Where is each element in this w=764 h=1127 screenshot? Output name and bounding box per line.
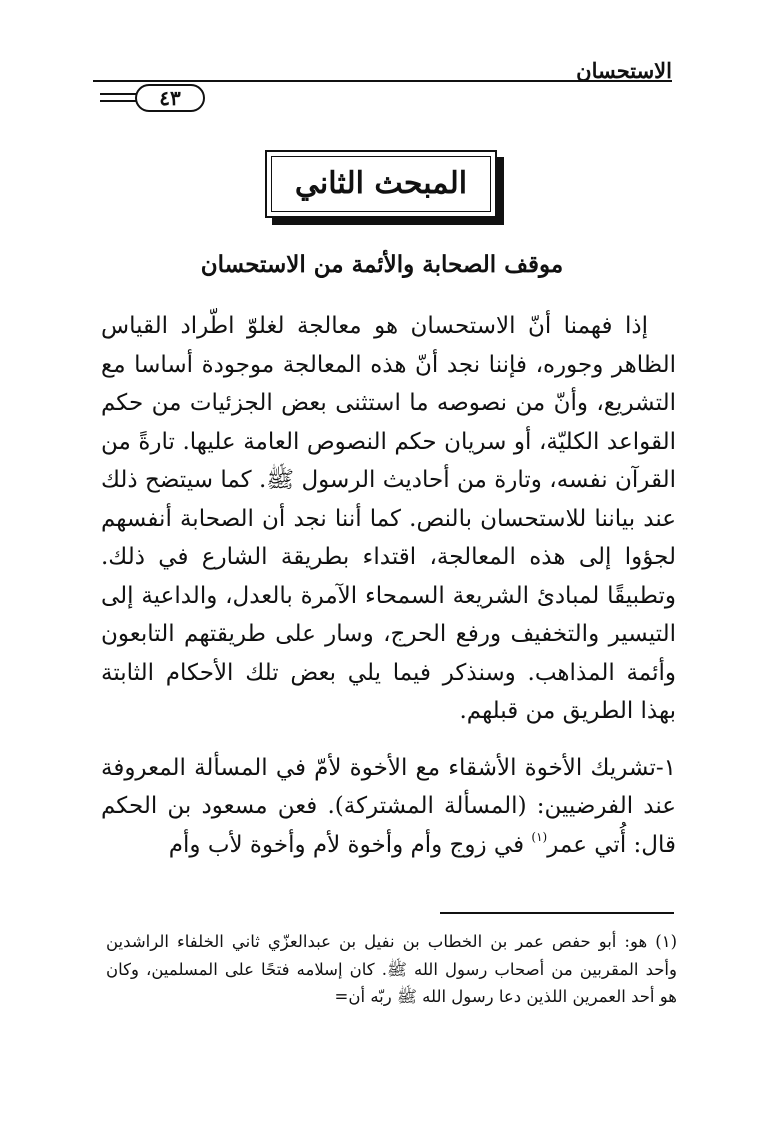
- paragraph: [101, 749, 676, 865]
- section-subtitle: موقف الصحابة والأئمة من الاستحسان: [200, 251, 564, 278]
- body-text: [101, 307, 676, 864]
- footnote-marker: (١): [531, 829, 548, 844]
- section-title: المبحث الثاني: [271, 156, 491, 212]
- paragraph-text: ١-تشريك الأخوة الأشقاء مع الأخوة لأمّ في المسألة المعروفة عند الفرضيين: (المسألة المشتركة). فعن مسعود بن الحكم قال: أُتي عمر: [101, 754, 676, 858]
- header-rule: [93, 80, 672, 82]
- page-number: ٤٣: [135, 84, 205, 112]
- paragraph-text: في زوج وأم وأخوة لأم وأخوة لأب وأم: [168, 831, 532, 858]
- footnote: (١) هو: أبو حفص عمر بن الخطاب بن نفيل بن عبدالعزّي ثاني الخلفاء الراشدين وأحد المقربين من أصحاب رسول الله ﷺ. كان إسلامه فتحًا على المسلمين، وكان هو أحد العمرين اللذين دعا رسول الله ﷺ ربّه أن=: [106, 932, 677, 1006]
- paragraph: إذا فهمنا أنّ الاستحسان هو معالجة لغلوّ اطّراد القياس الظاهر وجوره، فإننا نجد أنّ هذه المعالجة موجودة أساسا مع التشريع، وأنّ من نصوصه ما استثنى بعض الجزئيات من حكم القواعد الكليّة، أو سريان حكم النصوص العامة عليها. تارةً من القرآن نفسه، وتارة من أحاديث الرسول ﷺ. كما سيتضح ذلك عند بياننا للاستحسان بالنص. كما أننا نجد أن الصحابة أنفسهم لجؤوا إلى هذه المعالجة، اقتداء بطريقة الشارع في ذلك. وتطبيقًا لمبادئ الشريعة السمحاء الآمرة بالعدل، والداعية إلى التيسير والتخفيف ورفع الحرج، وسار على طريقتهم التابعون وأئمة المذاهب. وسنذكر فيما يلي بعض تلك الأحكام الثابتة بهذا الطريق من قبلهم.: [101, 313, 676, 724]
- running-title: الاستحسان: [576, 58, 672, 83]
- double-rule: [100, 93, 140, 102]
- page-number-ornament: [100, 86, 210, 110]
- section-title-box: [265, 150, 497, 218]
- footnote-separator: [440, 912, 674, 914]
